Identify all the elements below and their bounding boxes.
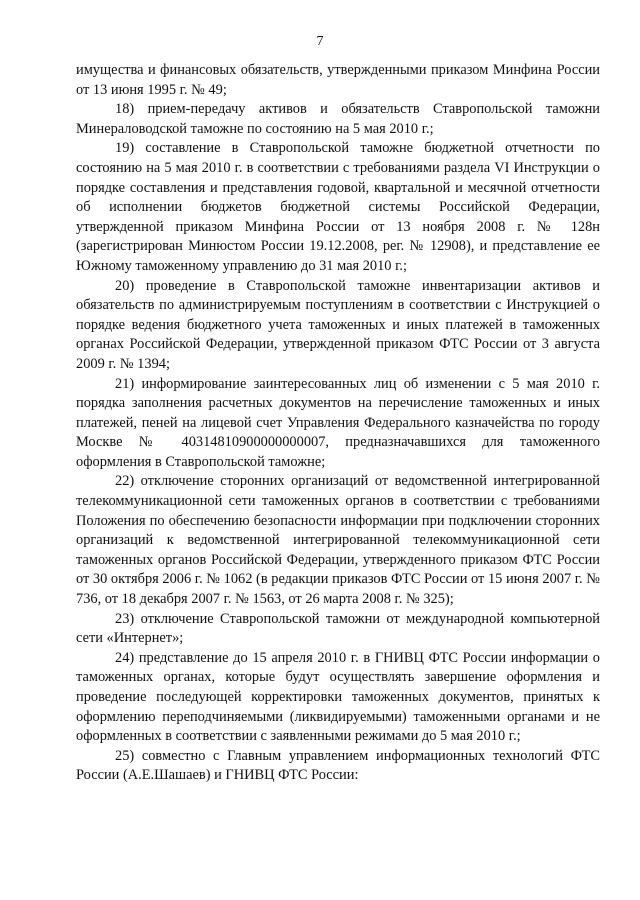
paragraph-item-23: 23) отключение Ставропольской таможни от международной компьютерной сети «Интернет»; bbox=[76, 610, 600, 647]
paragraph-item-25: 25) совместно с Главным управлением информационных технологий ФТС России (А.Е.Шашаев) и ГНИВЦ ФТС России: bbox=[76, 747, 600, 784]
paragraph-item-22: 22) отключение сторонних организаций от ведомственной интегрированной телекоммуникационной сети таможенных органов в соответствии с требованиями Положения по обеспечению безопасности информации при подключении сторонних организаций к ведомственной интегрированной телекоммуникационной сети таможенных органов Российской Федерации, утвержденного приказом ФТС России от 30 октября 2006 г. № 1062 (в редакции приказов ФТС России от 15 июня 2007 г. № 736, от 18 декабря 2007 г. № 1563, от 26 марта 2008 г. № 325); bbox=[76, 473, 600, 608]
page-number: 7 bbox=[316, 34, 324, 49]
paragraph-item-19: 19) составление в Ставропольской таможне бюджетной отчетности по состоянию на 5 мая 2010 г. в соответствии с требованиями раздела VI Инструкции о порядке составления и представления годовой, квартальной и месячной отчетности об исполнении бюджетов бюджетной системы Российской Федерации, утвержденной приказом Минфина России от 13 ноября 2008 г. № 128н (зарегистрирован Минюстом России 19.12.2008, рег. № 12908), и представление ее Южному таможенному управлению до 31 мая 2010 г.; bbox=[76, 140, 600, 274]
paragraph-item-20: 20) проведение в Ставропольской таможне инвентаризации активов и обязательств по администрируемым поступлениям в соответствии с Инструкцией о порядке ведения бюджетного учета таможенных и иных платежей в таможенных органах Российской Федерации, утвержденной приказом ФТС России от 3 августа 2009 г. № 1394; bbox=[76, 277, 600, 372]
document-body bbox=[76, 61, 600, 786]
paragraph-item-24: 24) представление до 15 апреля 2010 г. в ГНИВЦ ФТС России информации о таможенных органах, которые будут осуществлять завершение оформления и проведение последующей корректировки таможенных документов, принятых к оформлению переподчиняемыми (ликвидируемыми) таможенными органами и не оформленных в соответствии с заявленными режимами до 5 мая 2010 г.; bbox=[76, 649, 600, 745]
paragraph-item-18: 18) прием-передачу активов и обязательств Ставропольской таможни Минераловодской таможне по состоянию на 5 мая 2010 г.; bbox=[76, 101, 600, 137]
paragraph-continuation: имущества и финансовых обязательств, утвержденными приказом Минфина России от 13 июня 1995 г. № 49; bbox=[76, 62, 600, 98]
paragraph-item-21: 21) информирование заинтересованных лиц об изменении с 5 мая 2010 г. порядка заполнения расчетных документов на перечисление таможенных и иных платежей, пеней на лицевой счет Управления Федерального казначейства по городу Москве № 40314810900000000007, предназначавшихся для таможенного оформления в Ставропольской таможне; bbox=[76, 375, 600, 470]
